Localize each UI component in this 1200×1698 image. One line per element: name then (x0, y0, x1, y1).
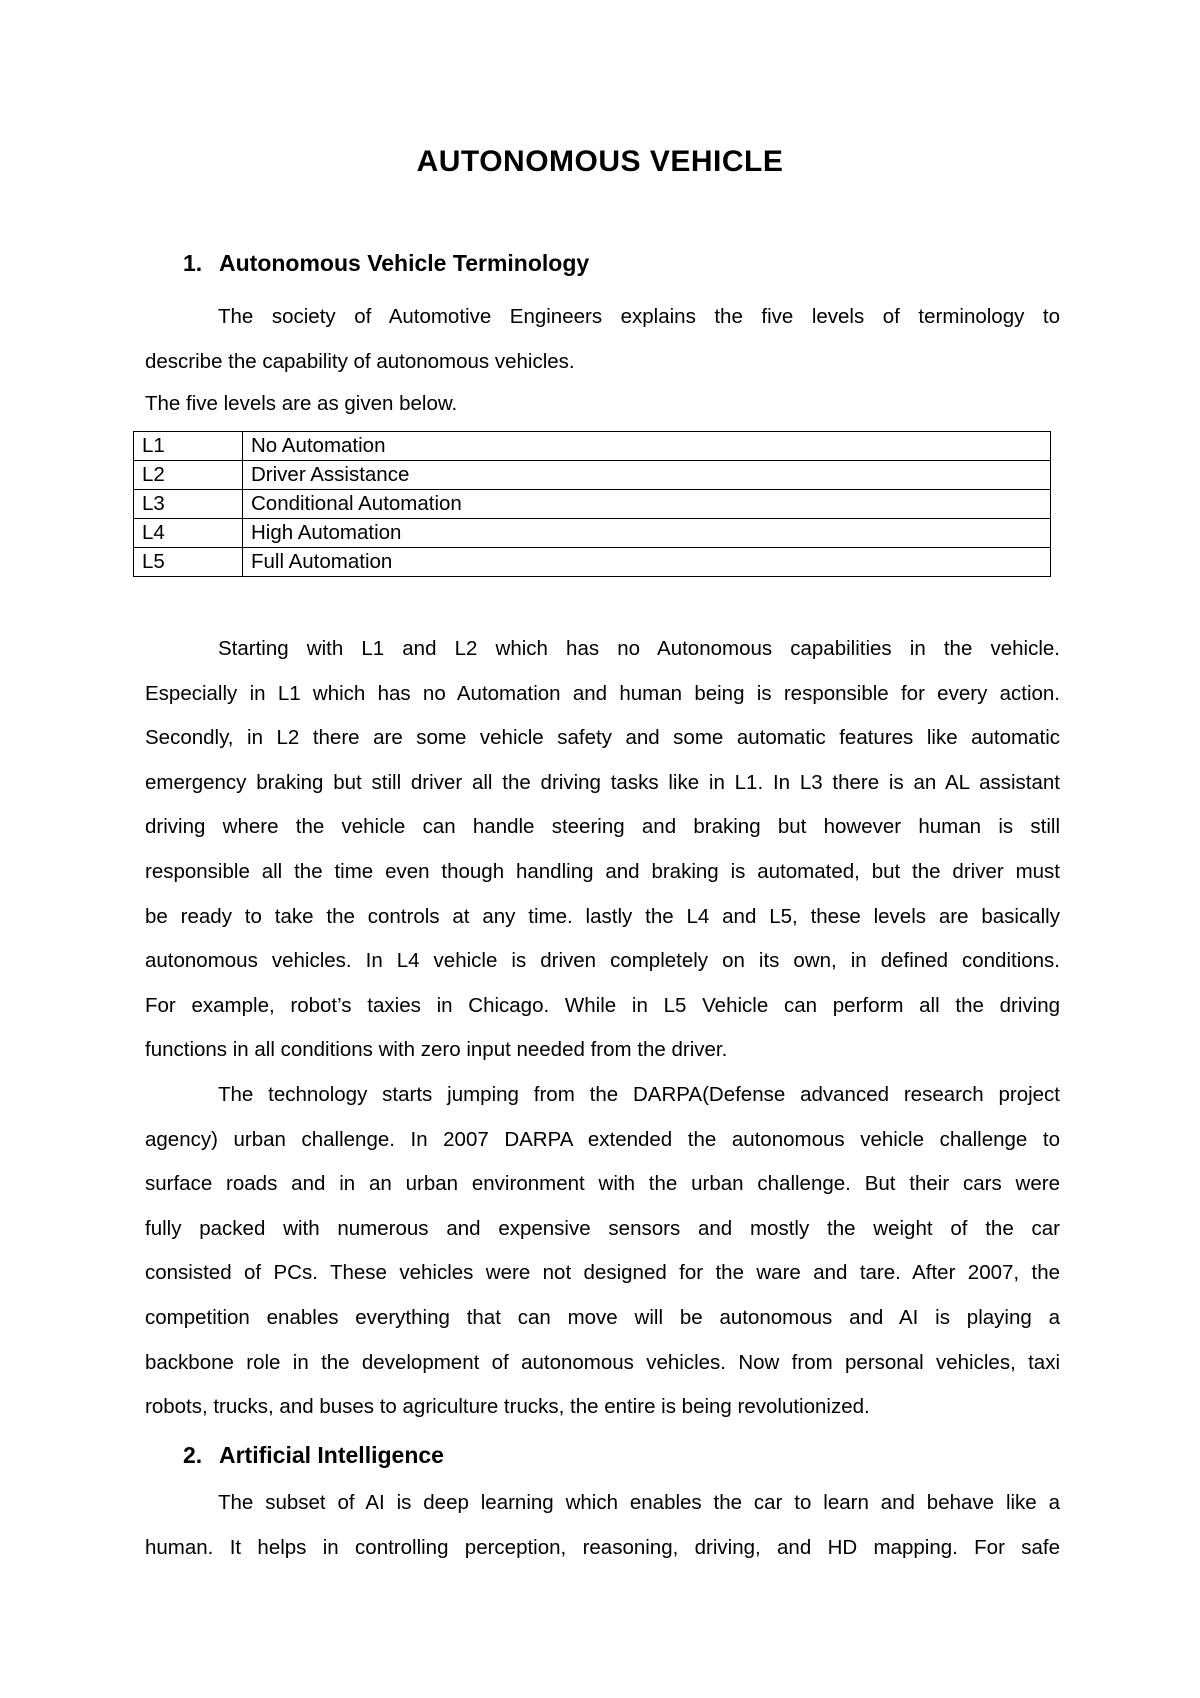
paragraph-line: responsible all the time even though handling and braking is automated, but the driver must (145, 859, 1060, 883)
level-name: No Automation (243, 432, 1051, 461)
paragraph-line: emergency braking but still driver all the driving tasks like in L1. In L3 there is an AL assistant (145, 770, 1060, 794)
paragraph-line: robots, trucks, and buses to agriculture trucks, the entire is being revolutionized. (145, 1395, 870, 1419)
intro-paragraph (145, 295, 1060, 384)
paragraph-line: surface roads and in an urban environment with the urban challenge. But their cars were (145, 1172, 1060, 1196)
level-code: L2 (134, 461, 243, 490)
table-row (134, 548, 1051, 577)
levels-paragraph (145, 627, 1060, 1073)
ai-paragraph (145, 1481, 1060, 1570)
level-name: Driver Assistance (243, 461, 1051, 490)
paragraph-line: human. It helps in controlling perception, reasoning, driving, and HD mapping. For safe (145, 1535, 1060, 1559)
level-code: L1 (134, 432, 243, 461)
level-code: L5 (134, 548, 243, 577)
paragraph-line: be ready to take the controls at any time. lastly the L4 and L5, these levels are basically (145, 904, 1060, 928)
paragraph-line: consisted of PCs. These vehicles were not designed for the ware and tare. After 2007, the (145, 1261, 1060, 1285)
level-code: L4 (134, 519, 243, 548)
paragraph-line: Starting with L1 and L2 which has no Autonomous capabilities in the vehicle. (218, 637, 1060, 660)
paragraph-line: driving where the vehicle can handle steering and braking but however human is still (145, 815, 1060, 839)
table-row (134, 490, 1051, 519)
levels-lead-text: The five levels are as given below. (145, 392, 458, 415)
document-title: AUTONOMOUS VEHICLE (416, 145, 784, 178)
paragraph-line: autonomous vehicles. In L4 vehicle is driven completely on its own, in defined conditions. (145, 949, 1060, 973)
level-name: Full Automation (243, 548, 1051, 577)
paragraph-line: For example, robot’s taxies in Chicago. While in L5 Vehicle can perform all the driving (145, 993, 1060, 1017)
paragraph-line: agency) urban challenge. In 2007 DARPA extended the autonomous vehicle challenge to (145, 1127, 1060, 1151)
paragraph-line: describe the capability of autonomous vehicles. (145, 349, 575, 373)
paragraph-line: The society of Automotive Engineers explains the five levels of terminology to (218, 305, 1060, 328)
section-heading-2 (183, 1442, 444, 1469)
table-row (134, 432, 1051, 461)
paragraph-line: Secondly, in L2 there are some vehicle safety and some automatic features like automatic (145, 726, 1060, 750)
table-row (134, 519, 1051, 548)
paragraph-line: functions in all conditions with zero input needed from the driver. (145, 1038, 728, 1062)
paragraph-line: Especially in L1 which has no Automation and human being is responsible for every action. (145, 681, 1060, 705)
paragraph-line: fully packed with numerous and expensive sensors and mostly the weight of the car (145, 1216, 1060, 1240)
section-number-2: 2. (183, 1442, 203, 1468)
paragraph-line: competition enables everything that can move will be autonomous and AI is playing a (145, 1305, 1060, 1329)
paragraph-line: backbone role in the development of autonomous vehicles. Now from personal vehicles, taxi (145, 1350, 1060, 1374)
paragraph-line: The technology starts jumping from the DARPA(Defense advanced research project (218, 1083, 1060, 1106)
level-code: L3 (134, 490, 243, 519)
section-title-2: Artificial Intelligence (219, 1442, 444, 1468)
darpa-paragraph (145, 1073, 1060, 1430)
table-row (134, 461, 1051, 490)
section-heading-1 (183, 250, 589, 277)
level-name: High Automation (243, 519, 1051, 548)
level-name: Conditional Automation (243, 490, 1051, 519)
levels-table (133, 431, 1051, 577)
section-title-1: Autonomous Vehicle Terminology (219, 250, 590, 276)
paragraph-line: The subset of AI is deep learning which enables the car to learn and behave like a (218, 1491, 1060, 1514)
section-number-1: 1. (183, 250, 203, 276)
